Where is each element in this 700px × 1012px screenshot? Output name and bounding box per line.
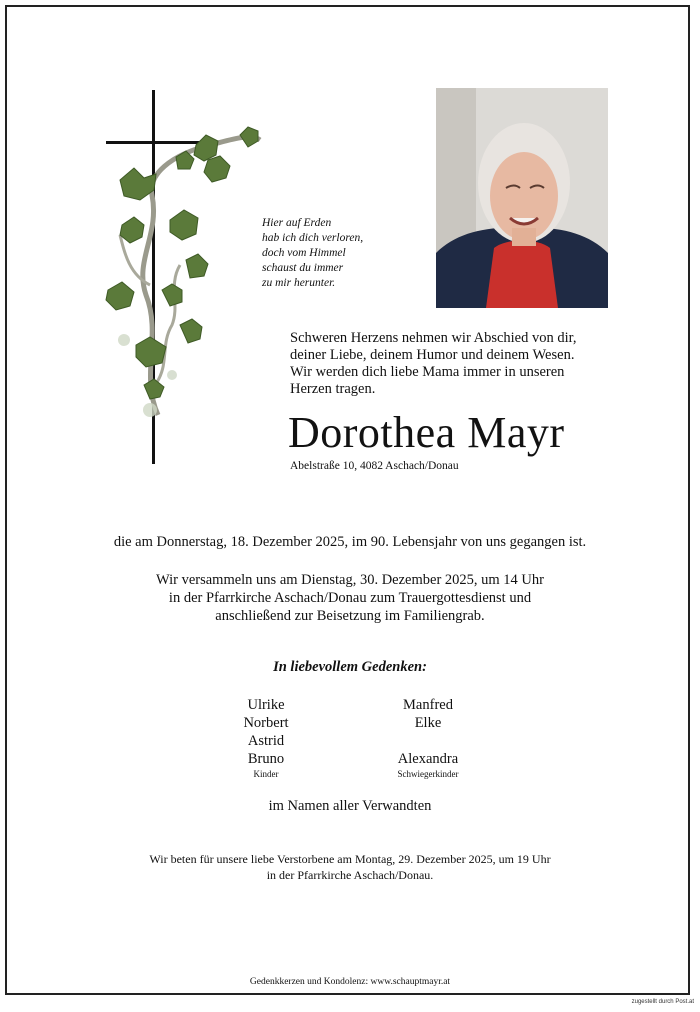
farewell-line: Wir werden dich liebe Mama immer in unseren — [290, 364, 565, 380]
mourner-name: Alexandra — [397, 751, 459, 767]
portrait-illustration — [436, 88, 608, 308]
service-line: anschließend zur Beisetzung im Familiengrab. — [215, 608, 485, 624]
farewell-line: Schweren Herzens nehmen wir Abschied von dir, — [290, 330, 577, 346]
relatives-line: im Namen aller Verwandten — [268, 798, 432, 814]
farewell-text — [290, 330, 577, 398]
mourner-name: Manfred — [403, 697, 453, 713]
in-laws-label: Schwiegerkinder — [397, 769, 459, 779]
farewell-line: Herzen tragen. — [290, 381, 376, 397]
deceased-name: Dorothea Mayr — [288, 408, 565, 457]
condolence-footer: Gedenkkerzen und Kondolenz: www.schauptmayr.at — [249, 977, 451, 987]
poem — [262, 216, 363, 291]
poem-line: schaust du immer — [262, 262, 344, 274]
poem-line: Hier auf Erden — [262, 217, 332, 229]
memory-heading: In liebevollem Gedenken: — [273, 659, 427, 675]
delivery-stamp: zugestellt durch Post.at — [631, 999, 694, 1005]
farewell-line: deiner Liebe, deinem Humor und deinem Wesen. — [290, 347, 575, 363]
in-laws-list — [368, 696, 488, 780]
death-notice: die am Donnerstag, 18. Dezember 2025, im 90. Lebensjahr von uns gegangen ist. — [113, 534, 587, 550]
poem-line: doch vom Himmel — [262, 247, 346, 259]
mourner-name: Ulrike — [247, 697, 285, 713]
poem-line: hab ich dich verloren, — [262, 232, 364, 244]
cross-with-vine-illustration — [100, 85, 280, 470]
children-list — [206, 696, 326, 780]
service-line: Wir versammeln uns am Dienstag, 30. Dezember 2025, um 14 Uhr — [155, 572, 544, 588]
deceased-address: Abelstraße 10, 4082 Aschach/Donau — [290, 460, 459, 472]
service-line: in der Pfarrkirche Aschach/Donau zum Trauergottesdienst und — [168, 590, 532, 606]
children-label: Kinder — [253, 769, 279, 779]
portrait-photo — [436, 88, 608, 308]
mass-line: in der Pfarrkirche Aschach/Donau. — [266, 868, 434, 882]
mourner-name: Elke — [414, 715, 442, 731]
mourner-name: Astrid — [247, 733, 285, 749]
prayer-mass-info — [0, 851, 700, 883]
funeral-service-info — [0, 571, 700, 625]
mourner-name: Bruno — [247, 751, 285, 767]
poem-line: zu mir herunter. — [262, 277, 336, 289]
mourner-name-empty — [368, 732, 488, 750]
mourner-name: Norbert — [243, 715, 289, 731]
mass-line: Wir beten für unsere liebe Verstorbene am Montag, 29. Dezember 2025, um 19 Uhr — [149, 852, 551, 866]
